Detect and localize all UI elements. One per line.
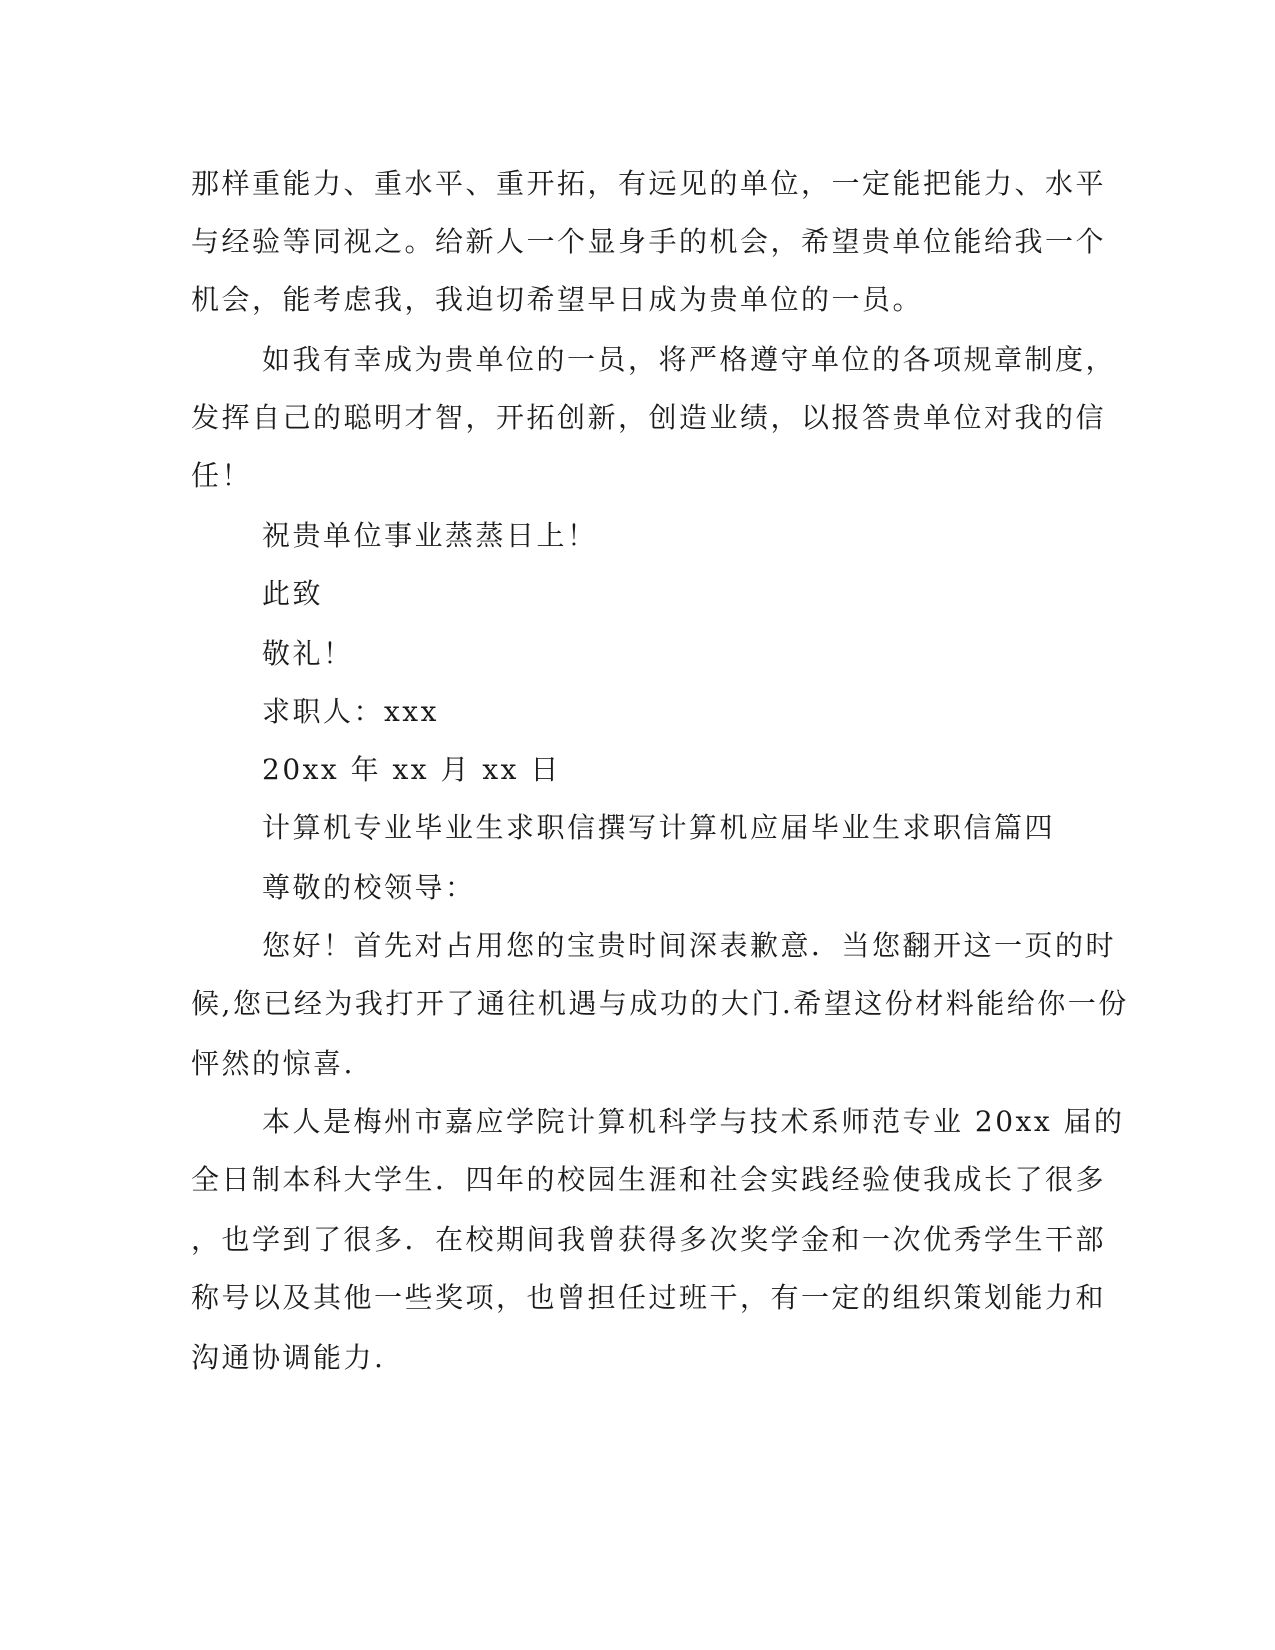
- paragraph-line: 任！: [191, 459, 253, 492]
- paragraph-line: 称号以及其他一些奖项，也曾担任过班干，有一定的组织策划能力和: [191, 1281, 1107, 1314]
- paragraph-line: ，也学到了很多．在校期间我曾获得多次奖学金和一次优秀学生干部: [191, 1223, 1107, 1256]
- paragraph-line: 与经验等同视之。给新人一个显身手的机会，希望贵单位能给我一个: [191, 225, 1107, 258]
- letter-greeting: 尊敬的校领导：: [262, 871, 476, 904]
- applicant-name: 求职人：xxx: [262, 695, 439, 728]
- paragraph-line: 发挥自己的聪明才智，开拓创新，创造业绩，以报答贵单位对我的信: [191, 401, 1107, 434]
- paragraph-line: 那样重能力、重水平、重开拓，有远见的单位，一定能把能力、水平: [191, 167, 1107, 200]
- paragraph-line: 如我有幸成为贵单位的一员，将严格遵守单位的各项规章制度，: [262, 343, 1117, 376]
- paragraph-line: 本人是梅州市嘉应学院计算机科学与技术系师范专业 20xx 届的: [262, 1105, 1125, 1138]
- paragraph-line: 机会，能考虑我，我迫切希望早日成为贵单位的一员。: [191, 283, 924, 316]
- salutation-regards: 敬礼！: [262, 637, 354, 670]
- section-title: 计算机专业毕业生求职信撰写计算机应届毕业生求职信篇四: [262, 811, 1056, 844]
- letter-date: 20xx 年 xx 月 xx 日: [262, 753, 561, 786]
- paragraph-line: 全日制本科大学生．四年的校园生涯和社会实践经验使我成长了很多: [191, 1163, 1107, 1196]
- paragraph-line: 沟通协调能力.: [191, 1341, 386, 1374]
- closing-wish: 祝贵单位事业蒸蒸日上！: [262, 519, 598, 552]
- paragraph-line: 候,您已经为我打开了通往机遇与成功的大门.希望这份材料能给你一份: [191, 987, 1129, 1020]
- paragraph-line: 怦然的惊喜.: [191, 1047, 355, 1080]
- salutation-closing: 此致: [262, 577, 324, 610]
- paragraph-line: 您好！首先对占用您的宝贵时间深表歉意．当您翻开这一页的时: [262, 929, 1117, 962]
